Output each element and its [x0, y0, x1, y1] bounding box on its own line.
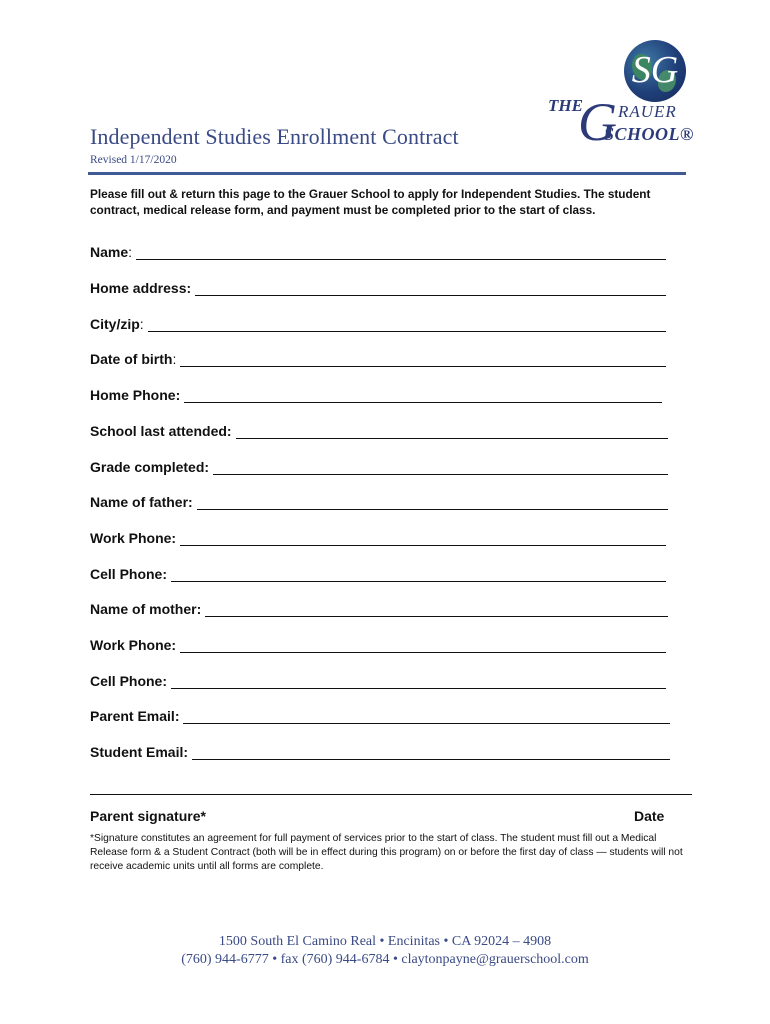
school-last-attended-input-line[interactable] — [236, 424, 668, 439]
school-logo: SG THE G RAUER SCHOOL® — [540, 38, 680, 158]
field-city-zip: City/zip : — [90, 316, 666, 332]
field-home-address: Home address: — [90, 280, 666, 296]
field-grade-completed: Grade completed: — [90, 459, 668, 475]
field-mother-work-phone: Work Phone: — [90, 637, 666, 653]
header-divider — [88, 172, 686, 175]
field-school-last-attended: School last attended: — [90, 423, 668, 439]
student-email-input-line[interactable] — [192, 745, 670, 760]
grade-completed-input-line[interactable] — [213, 460, 668, 475]
home-address-input-line[interactable] — [195, 281, 666, 296]
date-label: Date — [634, 808, 665, 824]
mother-cell-phone-input-line[interactable] — [171, 674, 666, 689]
field-father-work-phone: Work Phone: — [90, 530, 666, 546]
signature-line[interactable] — [90, 794, 692, 795]
name-input-line[interactable] — [136, 245, 666, 260]
parent-email-input-line[interactable] — [183, 709, 670, 724]
field-parent-email: Parent Email: — [90, 708, 670, 724]
field-student-email: Student Email: — [90, 744, 670, 760]
father-name-input-line[interactable] — [197, 495, 668, 510]
parent-signature-label: Parent signature* — [90, 808, 206, 824]
signature-note: *Signature constitutes an agreement for full payment of services prior to the start of class. The student must fill out a Medical Release form & a Student Contract (both will be in effect during this program) on or before the first day of class — students will not receive academic units until all forms are complete. — [90, 833, 683, 872]
mother-work-phone-input-line[interactable] — [180, 638, 666, 653]
field-father-cell-phone: Cell Phone: — [90, 566, 666, 582]
page-title: Independent Studies Enrollment Contract — [90, 124, 459, 149]
globe-emblem: SG — [624, 40, 686, 102]
field-home-phone: Home Phone: — [90, 387, 662, 403]
date-of-birth-input-line[interactable] — [180, 352, 666, 367]
field-name: Name : — [90, 244, 666, 260]
father-cell-phone-input-line[interactable] — [171, 567, 666, 582]
footer-address: 1500 South El Camino Real • Encinitas • CA 92024 – 4908 — [218, 934, 552, 949]
city-zip-input-line[interactable] — [148, 317, 666, 332]
field-date-of-birth: Date of birth : — [90, 351, 666, 367]
field-mother-cell-phone: Cell Phone: — [90, 673, 666, 689]
footer-contact: (760) 944-6777 • fax (760) 944-6784 • claytonpayne@grauerschool.com — [181, 952, 589, 967]
father-work-phone-input-line[interactable] — [180, 531, 666, 546]
revision-date: Revised 1/17/2020 — [90, 154, 177, 166]
home-phone-input-line[interactable] — [184, 388, 662, 403]
field-name-of-mother: Name of mother: — [90, 601, 668, 617]
field-name-of-father: Name of father: — [90, 494, 668, 510]
instructions-text: Please fill out & return this page to the Grauer School to apply for Independent Studies. The student contract, medical release form, and payment must be completed prior to the start of class. — [90, 187, 651, 217]
mother-name-input-line[interactable] — [205, 602, 668, 617]
